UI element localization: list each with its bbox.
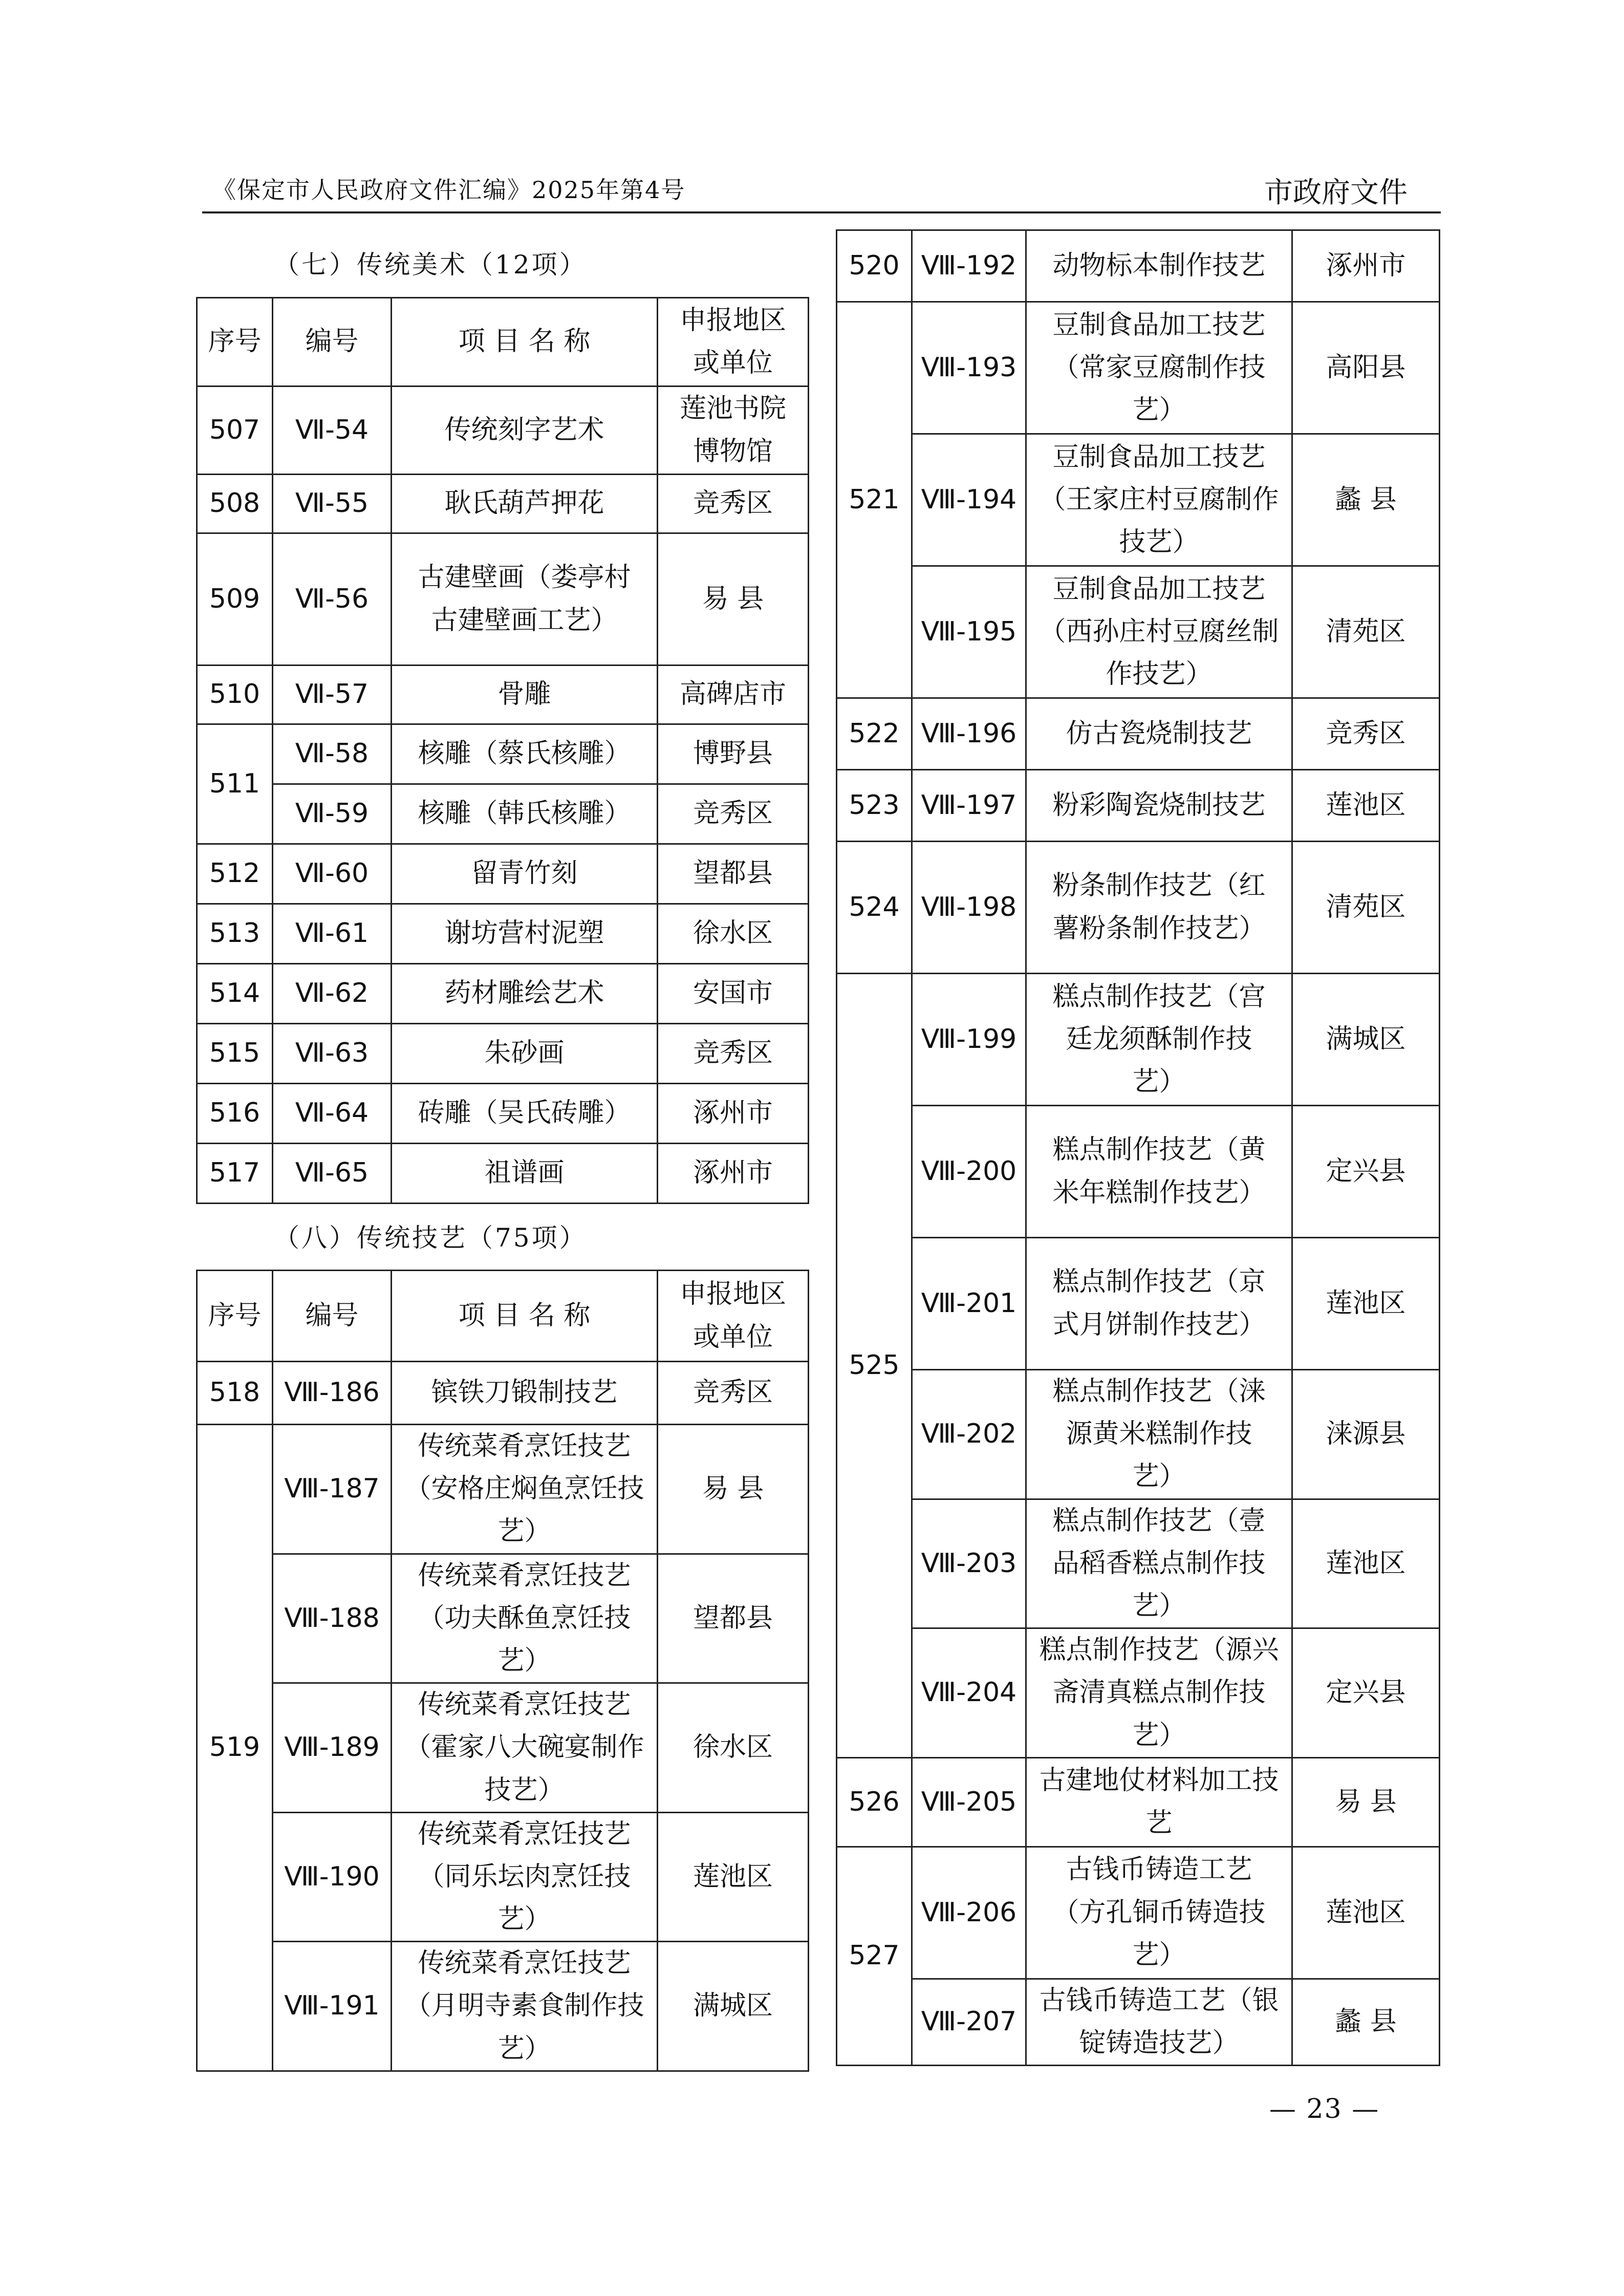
name-cell: 豆制食品加工技艺（王家庄村豆腐制作技艺） (1026, 434, 1292, 566)
region-cell: 涿州市 (658, 1144, 809, 1204)
table-row (837, 1979, 1440, 2065)
name-cell: 豆制食品加工技艺（常家豆腐制作技艺） (1026, 302, 1292, 434)
document-series-title: 《保定市人民政府文件汇编》2025年第4号 (212, 176, 686, 204)
code-cell: Ⅶ-64 (273, 1084, 392, 1144)
table-row (837, 566, 1440, 698)
code-cell: Ⅷ-192 (912, 230, 1026, 302)
region-cell: 莲池区 (1292, 770, 1440, 842)
seq-cell: 524 (837, 842, 912, 974)
region-cell: 满城区 (1292, 974, 1440, 1106)
code-cell: Ⅷ-204 (912, 1628, 1026, 1758)
name-cell: 谢坊营村泥塑 (392, 904, 658, 964)
seq-cell: 519 (197, 1425, 273, 2071)
table-row (837, 434, 1440, 566)
region-cell: 徐水区 (658, 904, 809, 964)
table-row (197, 1084, 809, 1144)
code-cell: Ⅷ-195 (912, 566, 1026, 698)
seq-cell: 515 (197, 1024, 273, 1084)
seq-cell: 527 (837, 1847, 912, 2065)
table-row (197, 1683, 809, 1813)
name-cell: 古建地仗材料加工技艺 (1026, 1757, 1292, 1847)
traditional-art-table (196, 297, 809, 1204)
code-cell: Ⅶ-54 (273, 387, 392, 475)
table-header-row (197, 298, 809, 387)
document-category-label: 市政府文件 (1264, 176, 1408, 209)
code-cell: Ⅶ-57 (273, 666, 392, 724)
name-cell: 仿古瓷烧制技艺 (1026, 698, 1292, 770)
seq-cell: 522 (837, 698, 912, 770)
region-cell: 竞秀区 (658, 475, 809, 533)
table-row (837, 1847, 1440, 1979)
traditional-craft-table-right (836, 229, 1440, 2066)
seq-cell: 512 (197, 844, 273, 904)
seq-cell: 510 (197, 666, 273, 724)
table-row (837, 1238, 1440, 1370)
name-cell: 糕点制作技艺（源兴斋清真糕点制作技艺） (1026, 1628, 1292, 1758)
table-row (197, 666, 809, 724)
seq-cell: 525 (837, 974, 912, 1758)
name-cell: 传统菜肴烹饪技艺（霍家八大碗宴制作技艺） (392, 1683, 658, 1813)
name-cell: 豆制食品加工技艺（西孙庄村豆腐丝制作技艺） (1026, 566, 1292, 698)
table-row (197, 784, 809, 844)
code-cell: Ⅷ-203 (912, 1499, 1026, 1628)
seq-cell: 507 (197, 387, 273, 475)
region-cell: 涿州市 (1292, 230, 1440, 302)
table-row (837, 1370, 1440, 1499)
table-row (197, 533, 809, 666)
region-cell: 莲池区 (1292, 1238, 1440, 1370)
table-row (197, 904, 809, 964)
code-cell: Ⅷ-199 (912, 974, 1026, 1106)
table-row (197, 1425, 809, 1554)
code-cell: Ⅶ-63 (273, 1024, 392, 1084)
name-cell: 糕点制作技艺（壹品稻香糕点制作技艺） (1026, 1499, 1292, 1628)
code-cell: Ⅷ-189 (273, 1683, 392, 1813)
code-cell: Ⅶ-65 (273, 1144, 392, 1204)
table-row (197, 964, 809, 1024)
name-cell: 核雕（蔡氏核雕） (392, 724, 658, 784)
table-row (197, 387, 809, 475)
page-number: — 23 — (1269, 2094, 1380, 2125)
name-cell: 药材雕绘艺术 (392, 964, 658, 1024)
section-title-traditional-craft: （八）传统技艺（75项） (274, 1223, 587, 1253)
name-cell: 糕点制作技艺（黄米年糕制作技艺） (1026, 1106, 1292, 1238)
code-cell: Ⅷ-193 (912, 302, 1026, 434)
table-row (197, 1812, 809, 1942)
name-cell: 粉彩陶瓷烧制技艺 (1026, 770, 1292, 842)
region-cell: 竞秀区 (1292, 698, 1440, 770)
table-row (837, 230, 1440, 302)
code-cell: Ⅶ-55 (273, 475, 392, 533)
seq-cell: 523 (837, 770, 912, 842)
seq-cell: 526 (837, 1757, 912, 1847)
region-cell: 定兴县 (1292, 1628, 1440, 1758)
seq-cell: 516 (197, 1084, 273, 1144)
column-header-seq: 序号 (197, 298, 273, 387)
region-cell: 清苑区 (1292, 566, 1440, 698)
name-cell: 糕点制作技艺（涞源黄米糕制作技艺） (1026, 1370, 1292, 1499)
table-row (837, 1757, 1440, 1847)
region-cell: 易 县 (658, 1425, 809, 1554)
name-cell: 粉条制作技艺（红薯粉条制作技艺） (1026, 842, 1292, 974)
code-cell: Ⅷ-187 (273, 1425, 392, 1554)
table-row (837, 698, 1440, 770)
code-cell: Ⅷ-186 (273, 1362, 392, 1425)
name-cell: 传统菜肴烹饪技艺（安格庄焖鱼烹饪技艺） (392, 1425, 658, 1554)
table-row (197, 475, 809, 533)
name-cell: 骨雕 (392, 666, 658, 724)
region-cell: 莲池区 (658, 1812, 809, 1942)
seq-cell: 521 (837, 302, 912, 698)
name-cell: 镔铁刀锻制技艺 (392, 1362, 658, 1425)
region-cell: 高阳县 (1292, 302, 1440, 434)
name-cell: 留青竹刻 (392, 844, 658, 904)
table-row (197, 1362, 809, 1425)
region-cell: 定兴县 (1292, 1106, 1440, 1238)
code-cell: Ⅷ-190 (273, 1812, 392, 1942)
region-cell: 清苑区 (1292, 842, 1440, 974)
column-header-region: 申报地区或单位 (658, 1271, 809, 1362)
region-cell: 易 县 (1292, 1757, 1440, 1847)
seq-cell: 514 (197, 964, 273, 1024)
table-row (197, 844, 809, 904)
table-header-row (197, 1271, 809, 1362)
code-cell: Ⅶ-59 (273, 784, 392, 844)
code-cell: Ⅶ-62 (273, 964, 392, 1024)
region-cell: 望都县 (658, 844, 809, 904)
code-cell: Ⅶ-61 (273, 904, 392, 964)
seq-cell: 518 (197, 1362, 273, 1425)
name-cell: 动物标本制作技艺 (1026, 230, 1292, 302)
table-row (197, 1024, 809, 1084)
seq-cell: 520 (837, 230, 912, 302)
column-header-code: 编号 (273, 1271, 392, 1362)
region-cell: 满城区 (658, 1942, 809, 2071)
region-cell: 望都县 (658, 1554, 809, 1683)
seq-cell: 511 (197, 724, 273, 844)
table-row (197, 724, 809, 784)
column-header-seq: 序号 (197, 1271, 273, 1362)
code-cell: Ⅷ-188 (273, 1554, 392, 1683)
code-cell: Ⅶ-60 (273, 844, 392, 904)
name-cell: 朱砂画 (392, 1024, 658, 1084)
table-row (837, 770, 1440, 842)
column-header-name: 项 目 名 称 (392, 1271, 658, 1362)
region-cell: 博野县 (658, 724, 809, 784)
code-cell: Ⅷ-205 (912, 1757, 1026, 1847)
region-cell: 徐水区 (658, 1683, 809, 1813)
region-cell: 莲池书院博物馆 (658, 387, 809, 475)
name-cell: 传统菜肴烹饪技艺（同乐坛肉烹饪技艺） (392, 1812, 658, 1942)
region-cell: 涿州市 (658, 1084, 809, 1144)
code-cell: Ⅷ-201 (912, 1238, 1026, 1370)
section-title-traditional-art: （七）传统美术（12项） (274, 250, 587, 280)
traditional-craft-table-left (196, 1270, 809, 2072)
code-cell: Ⅶ-58 (273, 724, 392, 784)
column-header-code: 编号 (273, 298, 392, 387)
table-row (197, 1942, 809, 2071)
code-cell: Ⅷ-191 (273, 1942, 392, 2071)
table-row (837, 1628, 1440, 1758)
seq-cell: 508 (197, 475, 273, 533)
region-cell: 竞秀区 (658, 1024, 809, 1084)
region-cell: 安国市 (658, 964, 809, 1024)
name-cell: 砖雕（吴氏砖雕） (392, 1084, 658, 1144)
region-cell: 蠡 县 (1292, 434, 1440, 566)
code-cell: Ⅷ-194 (912, 434, 1026, 566)
seq-cell: 509 (197, 533, 273, 666)
code-cell: Ⅷ-202 (912, 1370, 1026, 1499)
table-row (837, 302, 1440, 434)
name-cell: 古建壁画（娄亭村古建壁画工艺） (392, 533, 658, 666)
name-cell: 古钱币铸造工艺（银锭铸造技艺） (1026, 1979, 1292, 2065)
seq-cell: 517 (197, 1144, 273, 1204)
column-header-name: 项 目 名 称 (392, 298, 658, 387)
code-cell: Ⅷ-200 (912, 1106, 1026, 1238)
code-cell: Ⅷ-207 (912, 1979, 1026, 2065)
region-cell: 竞秀区 (658, 784, 809, 844)
name-cell: 糕点制作技艺（京式月饼制作技艺） (1026, 1238, 1292, 1370)
code-cell: Ⅷ-197 (912, 770, 1026, 842)
code-cell: Ⅷ-198 (912, 842, 1026, 974)
table-row (837, 842, 1440, 974)
name-cell: 糕点制作技艺（宫廷龙须酥制作技艺） (1026, 974, 1292, 1106)
name-cell: 传统菜肴烹饪技艺（月明寺素食制作技艺） (392, 1942, 658, 2071)
table-row (197, 1554, 809, 1683)
name-cell: 传统菜肴烹饪技艺（功夫酥鱼烹饪技艺） (392, 1554, 658, 1683)
table-row (197, 1144, 809, 1204)
table-row (837, 974, 1440, 1106)
table-row (837, 1499, 1440, 1628)
header-divider (202, 211, 1441, 213)
region-cell: 莲池区 (1292, 1847, 1440, 1979)
code-cell: Ⅷ-196 (912, 698, 1026, 770)
name-cell: 祖谱画 (392, 1144, 658, 1204)
code-cell: Ⅶ-56 (273, 533, 392, 666)
name-cell: 耿氏葫芦押花 (392, 475, 658, 533)
table-row (837, 1106, 1440, 1238)
region-cell: 高碑店市 (658, 666, 809, 724)
region-cell: 莲池区 (1292, 1499, 1440, 1628)
region-cell: 易 县 (658, 533, 809, 666)
column-header-region: 申报地区或单位 (658, 298, 809, 387)
name-cell: 古钱币铸造工艺（方孔铜币铸造技艺） (1026, 1847, 1292, 1979)
region-cell: 涞源县 (1292, 1370, 1440, 1499)
region-cell: 蠡 县 (1292, 1979, 1440, 2065)
code-cell: Ⅷ-206 (912, 1847, 1026, 1979)
name-cell: 核雕（韩氏核雕） (392, 784, 658, 844)
name-cell: 传统刻字艺术 (392, 387, 658, 475)
region-cell: 竞秀区 (658, 1362, 809, 1425)
seq-cell: 513 (197, 904, 273, 964)
